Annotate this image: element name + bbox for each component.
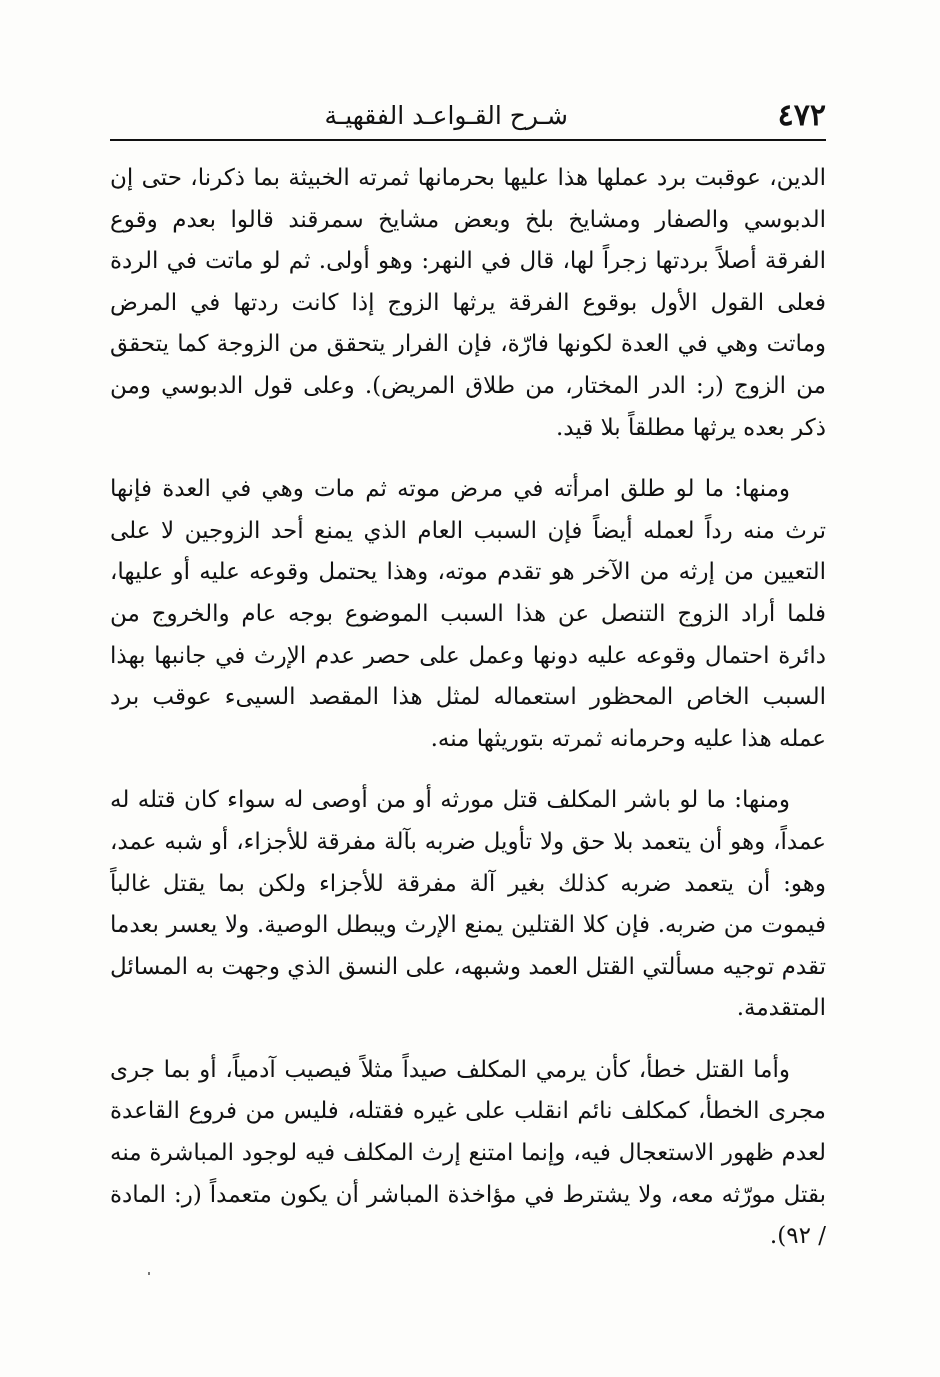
paragraph-3: ومنها: ما لو باشر المكلف قتل مورثه أو من أوصى له سواء كان قتله له عمداً، وهو أن يتعمد بلا حق ولا تأويل ضربه بآلة مفرقة للأجزاء، أو شبه عمد، وهو: أن يتعمد ضربه كذلك بغير آلة مفرقة للأجزاء ولكن بما يقتل غالباً فيموت من ضربه. فإن كلا القتلين يمنع الإرث ويبطل الوصية. ولا يعسر بعدما تقدم توجيه مسألتي القتل العمد وشبهه، على النسق الذي وجهت به المسائل المتقدمة. (110, 787, 826, 1022)
paragraph-2: ومنها: ما لو طلق امرأته في مرض موته ثم مات وهي في العدة فإنها ترث منه رداً لعمله أيضاً فإن السبب العام الذي يمنع أحد الزوجين لا على التعيين من إرثه من الآخر هو تقدم موته، وهذا يحتمل وقوعه عليه أو عليها، فلما أراد الزوج التنصل عن هذا السبب الموضوع بوجه عام والخروج من دائرة احتمال وقوعه عليه دونها وعمل على حصر عدم الإرث في جانبها بهذا السبب الخاص المحظور استعماله لمثل هذا المقصد السيىء عوقب برد عمله هذا عليه وحرمانه ثمرته بتوريثها منه. (110, 476, 826, 752)
header-rule (110, 139, 826, 141)
running-title: شـرح القـواعـد الفقهيـة (324, 101, 568, 130)
page-header (110, 92, 826, 138)
scan-speck (148, 1272, 150, 1275)
page-body (110, 158, 826, 1258)
page-number: ٤٧٢ (777, 98, 826, 133)
paragraph-1: الدين، عوقبت برد عملها هذا عليها بحرمانها ثمرته الخبيثة بما ذكرنا، حتى إن الدبوسي والصفار ومشايخ بلخ وبعض مشايخ سمرقند قالوا بعدم وقوع الفرقة أصلاً بردتها زجراً لها، قال في النهر: وهو أولى. ثم لو ماتت في الردة فعلى القول الأول بوقوع الفرقة يرثها الزوج إذا كانت ردتها في المرض وماتت وهي في العدة لكونها فارّة، فإن الفرار يتحقق من الزوجة كما يتحقق من الزوج (ر: الدر المختار، من طلاق المريض). وعلى قول الدبوسي ومن ذكر بعده يرثها مطلقاً بلا قيد. (110, 165, 826, 441)
paragraph-4: وأما القتل خطأ، كأن يرمي المكلف صيداً مثلاً فيصيب آدمياً، أو بما جرى مجرى الخطأ، كمكلف نائم انقلب على غيره فقتله، فليس من فروع القاعدة لعدم ظهور الاستعجال فيه، وإنما امتنع إرث المكلف فيه لوجود المباشرة منه بقتل مورّثه معه، ولا يشترط في مؤاخذة المباشر أن يكون متعمداً (ر: المادة / ٩٢). (110, 1056, 826, 1250)
